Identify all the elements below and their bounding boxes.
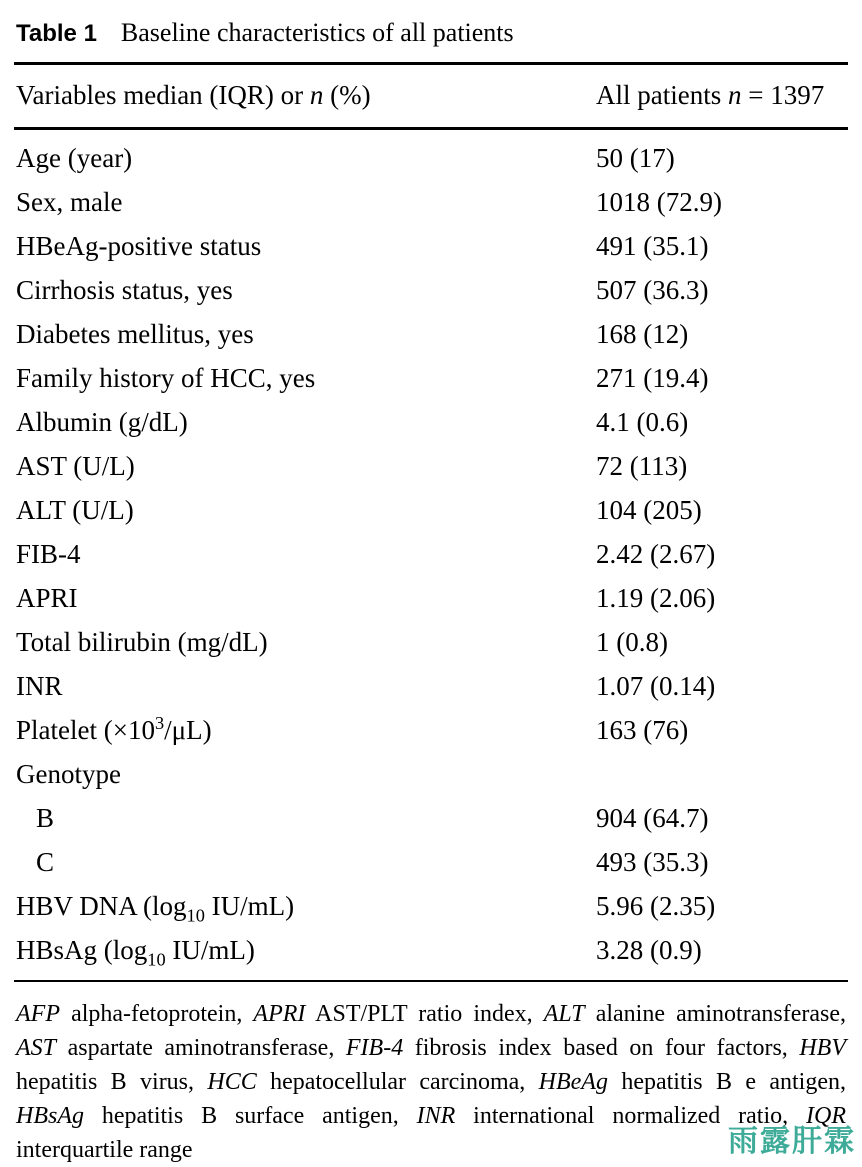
- table-row: [14, 576, 848, 620]
- row-label: Albumin (g/dL): [16, 407, 188, 437]
- table-row: [14, 840, 848, 884]
- table-row: [14, 796, 848, 840]
- table-row: [14, 928, 848, 972]
- row-value: 163 (76): [596, 715, 689, 745]
- row-label: B: [36, 803, 55, 833]
- row-label: HBsAg ($\log_{10}$ IU/mL): [16, 935, 255, 970]
- table-row: [14, 400, 848, 444]
- row-label: HBV DNA ($\log_{10}$ IU/mL): [16, 891, 295, 926]
- table-row: [14, 708, 848, 752]
- row-value: 72 (113): [596, 451, 688, 481]
- row-value: [596, 752, 848, 796]
- table-row: [14, 620, 848, 664]
- header-variables: Variables median (IQR) or n (%): [16, 80, 371, 110]
- table-row: [14, 268, 848, 312]
- row-label: Family history of HCC, yes: [16, 363, 316, 393]
- row-value: 4.1 (0.6): [596, 407, 689, 437]
- row-label: INR: [16, 671, 63, 701]
- row-value: 1 (0.8): [596, 627, 668, 657]
- row-value: 491 (35.1): [596, 231, 709, 261]
- row-label: FIB-4: [16, 539, 81, 569]
- row-value: 1.07 (0.14): [596, 671, 716, 701]
- row-label: Cirrhosis status, yes: [16, 275, 233, 305]
- row-value: 2.42 (2.67): [596, 539, 716, 569]
- row-value: 271 (19.4): [596, 363, 709, 393]
- table-row: [14, 136, 848, 180]
- row-value: 104 (205): [596, 495, 702, 525]
- row-value: 507 (36.3): [596, 275, 709, 305]
- header-all-patients: All patients n = 1397: [596, 80, 825, 110]
- row-label: C: [36, 847, 55, 877]
- table-row: [14, 356, 848, 400]
- table-row: [14, 752, 848, 796]
- table-row: [14, 664, 848, 708]
- row-label: ALT (U/L): [16, 495, 134, 525]
- table-row: [14, 884, 848, 928]
- row-label: APRI: [16, 583, 78, 613]
- table-body: [14, 130, 848, 980]
- table-row: [14, 488, 848, 532]
- table-row: [14, 180, 848, 224]
- table-row: [14, 224, 848, 268]
- table-row: [14, 312, 848, 356]
- table-label: Table 1: [16, 20, 97, 47]
- row-value: 3.28 (0.9): [596, 935, 702, 965]
- row-label: HBeAg-positive status: [16, 231, 262, 261]
- watermark: 雨露肝霖: [728, 1124, 856, 1159]
- row-label: Platelet $(\times 10^3/\mu L)$: [16, 713, 212, 745]
- row-value: 50 (17): [596, 143, 675, 173]
- table-row: [14, 444, 848, 488]
- row-value: 1.19 (2.06): [596, 583, 716, 613]
- row-label: Total bilirubin (mg/dL): [16, 627, 268, 657]
- row-value: 904 (64.7): [596, 803, 709, 833]
- row-value: 493 (35.3): [596, 847, 709, 877]
- row-label: Age (year): [16, 143, 133, 173]
- row-value: 168 (12): [596, 319, 689, 349]
- table-footnote: AFP alpha-fetoprotein, APRI AST/PLT ratio index, ALT alanine aminotransferase, AST aspartate aminotransferase, FIB-4 fibrosis index based on four factors, HBV hepatitis B virus, HCC hepatocellular carcinoma, HBeAg hepatitis B e antigen, HBsAg hepatitis B surface antigen, INR international normalized ratio, IQR interquartile range: [16, 1001, 846, 1163]
- row-label: Genotype: [16, 759, 121, 789]
- row-label: AST (U/L): [16, 451, 135, 481]
- table-caption: [16, 18, 848, 48]
- table-title: Baseline characteristics of all patients: [120, 18, 514, 47]
- row-label: Sex, male: [16, 187, 123, 217]
- table-row: [14, 532, 848, 576]
- row-label: Diabetes mellitus, yes: [16, 319, 254, 349]
- row-value: 1018 (72.9): [596, 187, 722, 217]
- table-header-row: [14, 65, 848, 127]
- row-value: 5.96 (2.35): [596, 891, 716, 921]
